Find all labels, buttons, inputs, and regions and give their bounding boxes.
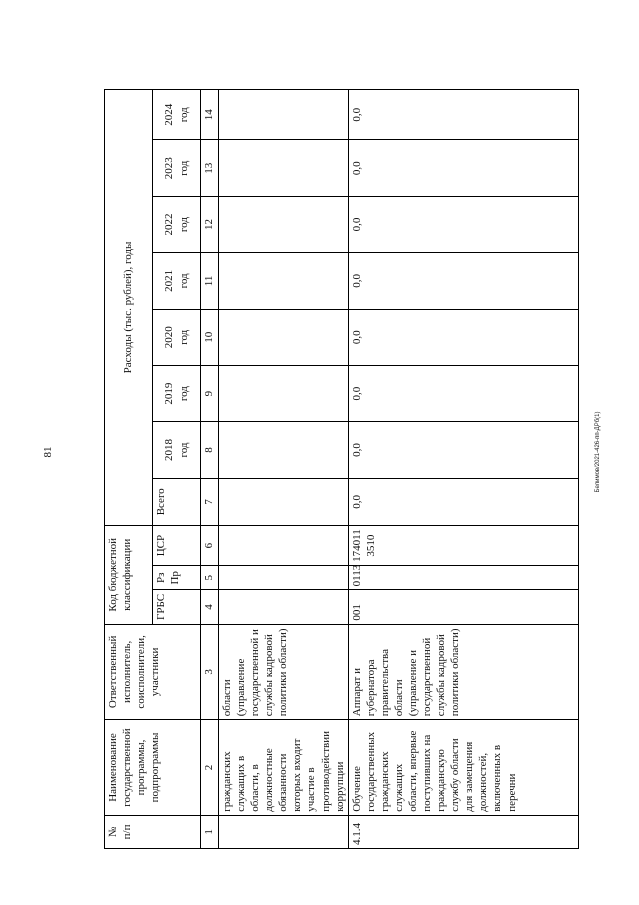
row-year-value: 0,0 <box>348 365 578 421</box>
header-year: 2019 год <box>153 365 201 421</box>
page-number: 81 <box>42 446 54 458</box>
row-year-value <box>219 196 349 252</box>
row-year-value <box>219 422 349 478</box>
col-number: 9 <box>201 365 219 421</box>
row-year-value: 0,0 <box>348 196 578 252</box>
row-year-value: 0,0 <box>348 309 578 365</box>
row-csr <box>219 525 349 565</box>
header-year: 2023 год <box>153 140 201 196</box>
header-no: № п/п <box>105 815 201 848</box>
row-year-value: 0,0 <box>348 90 578 141</box>
table-row <box>219 90 349 849</box>
row-year-value <box>219 365 349 421</box>
row-responsible: Аппарат и губернатора правительства области (управление и государственной службы кадровой политики области) <box>348 624 578 720</box>
header-row-1 <box>105 90 153 849</box>
row-rzpr: 0113 <box>348 566 578 590</box>
header-responsible: Ответственный исполнитель, соисполнители, участники <box>105 624 201 720</box>
row-grbs: 001 <box>348 590 578 624</box>
header-expenses: Расходы (тыс. рублей), годы <box>105 90 153 526</box>
rotated-table-container <box>104 89 579 849</box>
header-csr: ЦСР <box>153 525 201 565</box>
col-number: 1 <box>201 815 219 848</box>
row-grbs <box>219 590 349 624</box>
row-name: Обучение государственных гражданских служащих области, впервые поступивших на гражданскую службу области для замещения должностей, включенных в перечни <box>348 720 578 816</box>
col-number: 13 <box>201 140 219 196</box>
header-year: 2021 год <box>153 253 201 309</box>
header-total: Всего <box>153 478 201 525</box>
col-number: 12 <box>201 196 219 252</box>
header-year: 2020 год <box>153 309 201 365</box>
header-year: 2022 год <box>153 196 201 252</box>
header-rzpr: Рз Пр <box>153 566 201 590</box>
table-row <box>348 90 578 849</box>
expenses-table <box>104 89 579 849</box>
header-name: Наименование государственной программы, подпрограммы <box>105 720 201 816</box>
col-number: 14 <box>201 90 219 141</box>
header-year: 2018 год <box>153 422 201 478</box>
row-year-value <box>219 309 349 365</box>
col-number: 8 <box>201 422 219 478</box>
column-number-row <box>201 90 219 849</box>
col-number: 5 <box>201 566 219 590</box>
row-total: 0,0 <box>348 478 578 525</box>
col-number: 2 <box>201 720 219 816</box>
row-rzpr <box>219 566 349 590</box>
footer-reference: Белимов/2021-426-пп-ДРб(1) <box>595 411 601 493</box>
header-budget-code: Код бюджетной классификации <box>105 525 153 624</box>
row-responsible: области (управление государственной и службы кадровой политики области) <box>219 624 349 720</box>
row-no <box>219 815 349 848</box>
row-year-value <box>219 140 349 196</box>
row-year-value: 0,0 <box>348 140 578 196</box>
row-total <box>219 478 349 525</box>
col-number: 11 <box>201 253 219 309</box>
col-number: 6 <box>201 525 219 565</box>
row-year-value <box>219 90 349 141</box>
row-name: гражданских служащих в области, в должностные обязанности которых входит участие в противодействии коррупции <box>219 720 349 816</box>
col-number: 4 <box>201 590 219 624</box>
row-csr: 174011 3510 <box>348 525 578 565</box>
col-number: 3 <box>201 624 219 720</box>
header-grbs: ГРБС <box>153 590 201 624</box>
header-year: 2024 год <box>153 90 201 141</box>
row-year-value: 0,0 <box>348 253 578 309</box>
col-number: 10 <box>201 309 219 365</box>
col-number: 7 <box>201 478 219 525</box>
row-year-value <box>219 253 349 309</box>
row-year-value: 0,0 <box>348 422 578 478</box>
row-no: 4.1.4 <box>348 815 578 848</box>
